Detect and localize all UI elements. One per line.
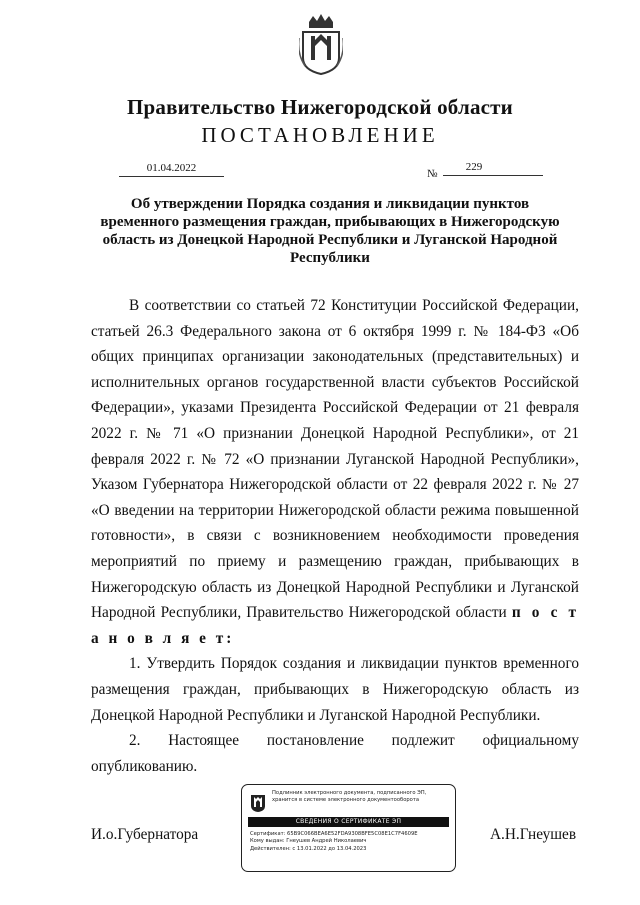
document-type: ПОСТАНОВЛЕНИЕ bbox=[201, 123, 439, 147]
document-date: 01.04.2022 bbox=[119, 162, 224, 177]
stamp-certificate-info bbox=[250, 831, 450, 853]
document-number: 229 bbox=[465, 161, 483, 173]
document-number-field bbox=[443, 161, 543, 176]
organization-name: Правительство Нижегородской области bbox=[127, 95, 513, 119]
preamble-text: В соответствии со статьей 72 Конституции Российской Федерации, статьей 26.3 Федерального закона от 6 октября 1999 г. № 184-ФЗ «Об общих принципах организации законодательных (представительных) и исполнительных органов государственной власти субъектов Российской Федерации», указами Президента Российской Федерации от 21 февраля 2022 г. № 71 «О признании Донецкой Народной Республики», от 21 февраля 2022 г. № 72 «О признании Луганской Народной Республики», Указом Губернатора Нижегородской области от 22 февраля 2022 г. № 27 «О введении на территории Нижегородской области режима повышенной готовности», в связи с возникновением необходимости проведения мероприятий по приему и размещению граждан, прибывающих в Нижегородскую область из Донецкой Народной Республики и Луганской Народной Республики, Правительство Нижегородской области bbox=[91, 297, 579, 622]
preamble-paragraph bbox=[91, 293, 579, 651]
region-emblem-icon bbox=[250, 791, 266, 813]
stamp-validity: Действителен: с 13.01.2022 до 13.04.2023 bbox=[250, 845, 367, 852]
item-1: 1. Утвердить Порядок создания и ликвидации пунктов временного размещения граждан, прибывающих в Нижегородскую область из Донецкой Народной Республики и Луганской Народной Республики. bbox=[91, 655, 579, 724]
document-body bbox=[91, 293, 579, 779]
resolves-phrase: п о с т а н о в л я е т: bbox=[91, 604, 579, 647]
electronic-signature-stamp bbox=[241, 784, 456, 872]
signatory-position: И.о.Губернатора bbox=[91, 826, 199, 843]
stamp-certificate-header: СВЕДЕНИЯ О СЕРТИФИКАТЕ ЭП bbox=[248, 817, 449, 827]
stamp-certificate: Сертификат: 65B9C066BEA6E52FDA9308BFE5C08E1C7F4609E bbox=[250, 831, 418, 837]
number-sign: № bbox=[427, 168, 438, 180]
item-2: 2. Настоящее постановление подлежит официальному опубликованию. bbox=[91, 732, 579, 775]
document-title: Об утверждении Порядка создания и ликвидации пунктов временного размещения граждан, прибывающих в Нижегородскую область из Донецкой Народной Республики и Луганской Народной Республики bbox=[100, 196, 560, 266]
signatory-name: А.Н.Гнеушев bbox=[490, 826, 577, 843]
stamp-notice: Подлинник электронного документа, подписанного ЭП, хранится в системе электронного документооборота bbox=[272, 790, 427, 803]
stamp-owner: Кому выдан: Гнеушев Андрей Николаевич bbox=[250, 838, 367, 845]
coat-of-arms-icon bbox=[299, 14, 343, 76]
